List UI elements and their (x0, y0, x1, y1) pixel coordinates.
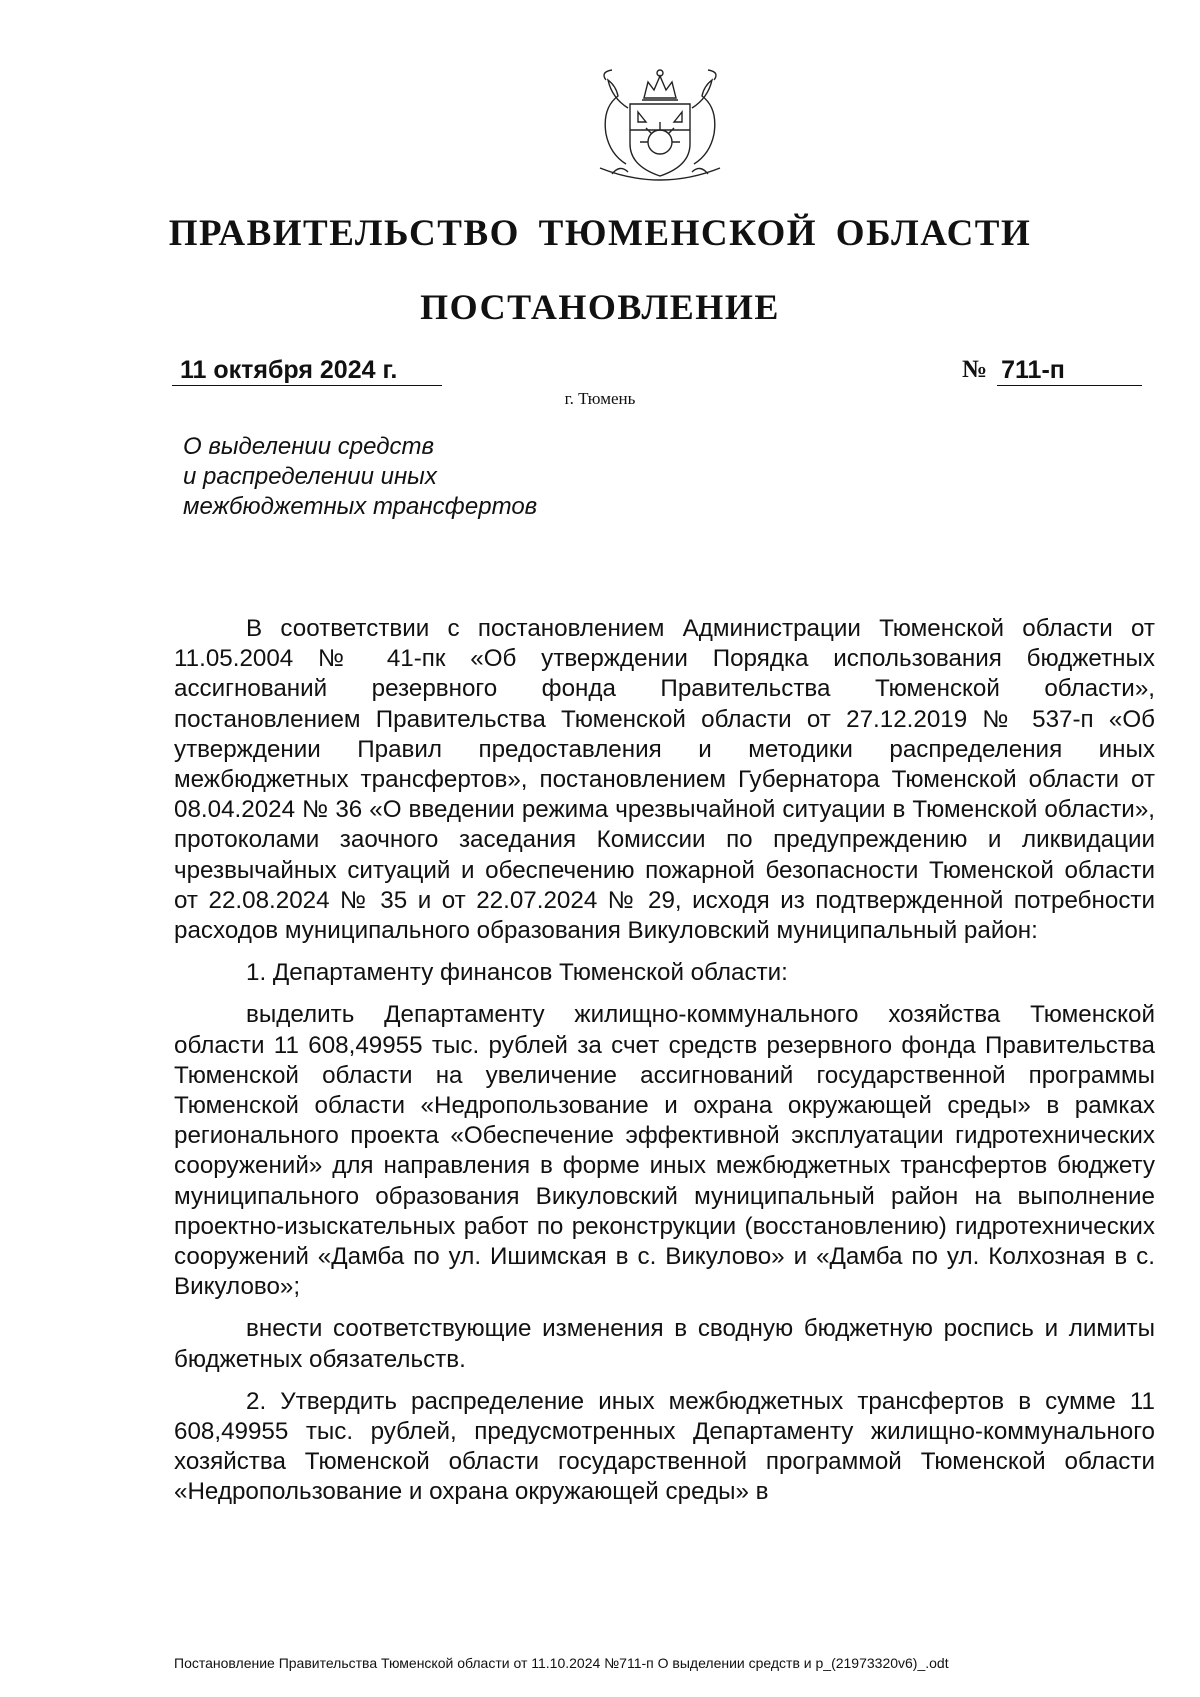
document-date: 11 октября 2024 г. (172, 355, 442, 386)
city: г. Тюмень (564, 389, 636, 408)
document-body (174, 614, 1155, 1520)
subject-line: и распределении иных (183, 463, 437, 490)
body-paragraph: внести соответствующие изменения в сводную бюджетную роспись и лимиты бюджетных обязательств. (174, 1315, 1155, 1373)
subject-line: межбюджетных трансфертов (183, 493, 538, 520)
page-footer: Постановление Правительства Тюменской области от 11.10.2024 №711-п О выделении средств и р_(21973320v6)_.odt (174, 1655, 949, 1671)
body-paragraph: выделить Департаменту жилищно-коммунального хозяйства Тюменской области 11 608,49955 тыс. рублей за счет средств резервного фонда Правительства Тюменской области на увеличение ассигнований государственной программы Тюменской области «Недропользование и охрана окружающей среды» в рамках регионального проекта «Обеспечение эффективной эксплуатации гидротехнических сооружений» для направления в форме иных межбюджетных трансфертов бюджету муниципального образования Викуловский муниципальный район на выполнение проектно-изыскательных работ по реконструкции (восстановлению) гидротехнических сооружений «Дамба по ул. Ишимская в с. Викулово» и «Дамба по ул. Колхозная в с. Викулово»; (174, 1001, 1155, 1301)
body-paragraph: 1. Департаменту финансов Тюменской области: (246, 959, 788, 987)
organization-title: ПРАВИТЕЛЬСТВО ТЮМЕНСКОЙ ОБЛАСТИ (168, 213, 1032, 254)
body-paragraph: В соответствии с постановлением Администрации Тюменской области от 11.05.2004 № 41-пк «Об утверждении Порядка использования бюджетных ассигнований резервного фонда Правительства Тюменской области», постановлением Правительства Тюменской области от 27.12.2019 № 537-п «Об утверждении Правил предоставления и методики распределения иных межбюджетных трансфертов», постановлением Губернатора Тюменской области от 08.04.2024 № 36 «О введении режима чрезвычайной ситуации в Тюменской области», протоколами заочного заседания Комиссии по предупреждению и ликвидации чрезвычайных ситуаций и обеспечению пожарной безопасности Тюменской области от 22.08.2024 № 35 и от 22.07.2024 № 29, исходя из подтвержденной потребности расходов муниципального образования Викуловский муниципальный район: (174, 615, 1155, 945)
coat-of-arms-icon (582, 68, 738, 190)
subject-line: О выделении средств (183, 433, 435, 460)
document-number: 711-п (997, 355, 1142, 386)
document-type: ПОСТАНОВЛЕНИЕ (420, 287, 780, 327)
document-subject (183, 432, 603, 522)
body-paragraph: 2. Утвердить распределение иных межбюджетных трансфертов в сумме 11 608,49955 тыс. рублей, предусмотренных Департаменту жилищно-коммунального хозяйства Тюменской области государственной программой Тюменской области «Недропользование и охрана окружающей среды» в (174, 1387, 1155, 1506)
document-number-block (962, 355, 1142, 386)
number-sign: № (962, 356, 988, 383)
